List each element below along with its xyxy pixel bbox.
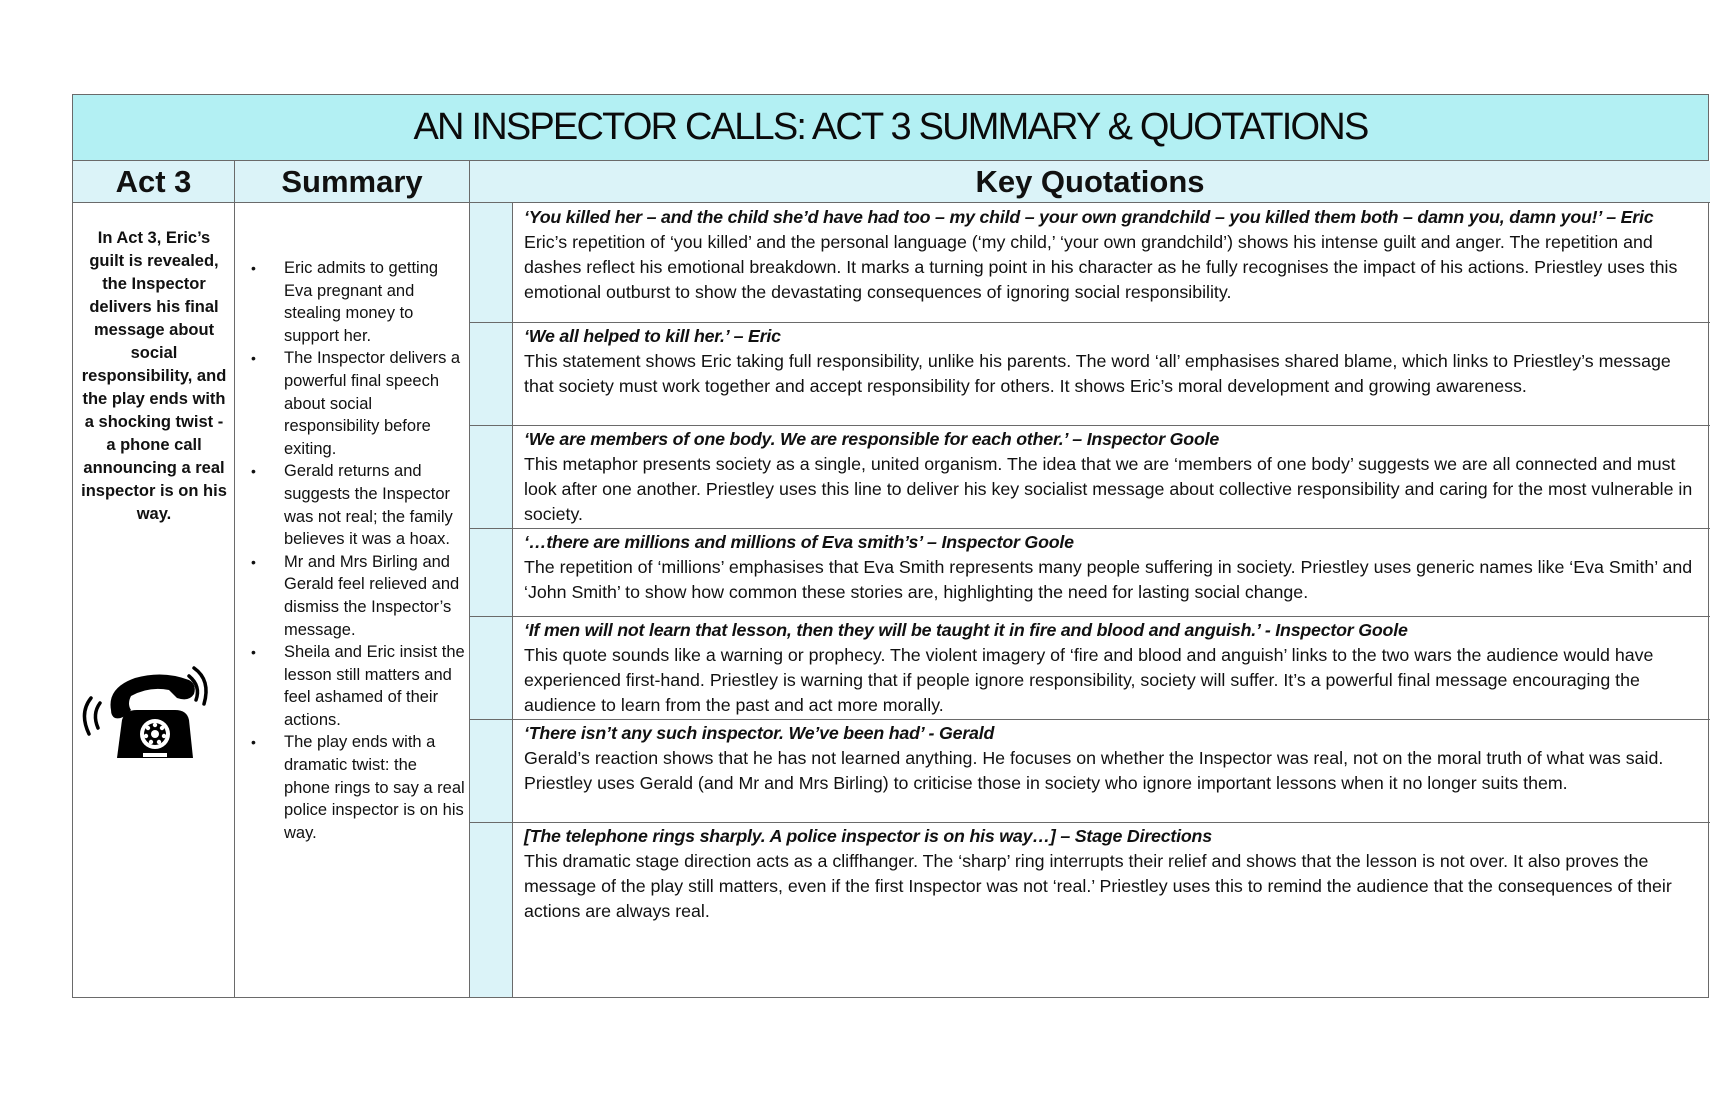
quotation-row	[514, 427, 1710, 528]
quotation-text: ‘You killed her – and the child she’d have had too – my child – your own grandchild – you killed them both – damn you, damn you!’ – Eric	[524, 207, 1654, 227]
quotation-analysis: This dramatic stage direction acts as a cliffhanger. The ‘sharp’ ring interrupts their relief and shows that the lesson is not over. It also proves the message of the play still matters, even if the first Inspector was not ‘real.’ Priestley uses this to remind the audience that the consequences of their actions are always real.	[524, 851, 1672, 921]
quotation-row	[514, 721, 1710, 822]
quotation-analysis: This metaphor presents society as a single, united organism. The idea that we are ‘members of one body’ suggests we are all connected and must look after one another. Priestley uses this line to deliver his key socialist message about collective responsibility and caring for the most vulnerable in society.	[524, 454, 1693, 524]
list-item: • The Inspector delivers a powerful final speech about social responsibility before exiting.	[251, 349, 461, 458]
header-act: Act 3	[73, 161, 234, 203]
column-divider	[234, 161, 235, 997]
quotation-analysis: This statement shows Eric taking full responsibility, unlike his parents. The word ‘all’ emphasises shared blame, which links to Priestley’s message that society must work together and accept responsibility for others. It shows Eric’s moral development and growing awareness.	[524, 351, 1671, 396]
quotation-text: ‘…there are millions and millions of Eva smith’s’ – Inspector Goole	[524, 532, 1074, 552]
row-divider	[470, 719, 1710, 720]
quotation-row	[514, 530, 1710, 616]
quotation-text: [The telephone rings sharply. A police inspector is on his way…] – Stage Directions	[524, 826, 1212, 846]
quotation-row	[514, 324, 1710, 425]
list-item: • The play ends with a dramatic twist: the phone rings to say a real police inspector is on his way.	[251, 733, 465, 842]
row-divider	[470, 616, 1710, 617]
quotation-row	[514, 205, 1710, 320]
quotation-text: ‘We are members of one body. We are responsible for each other.’ – Inspector Goole	[524, 429, 1220, 449]
quotation-analysis: Gerald’s reaction shows that he has not learned anything. He focuses on whether the Inspector was real, not on the moral truth of what was said. Priestley uses Gerald (and Mr and Mrs Birling) to criticise those in society who ignore important lessons when it no longer suits them.	[524, 748, 1664, 793]
row-divider	[470, 425, 1710, 426]
quotation-analysis: Eric’s repetition of ‘you killed’ and the personal language (‘my child,’ ‘your own grandchild’) shows his intense guilt and anger. The repetition and dashes reflect his emotional breakdown. It marks a turning point in his character as he fully recognises the impact of his actions. Priestley uses this emotional outburst to show the devastating consequences of ignoring social responsibility.	[524, 232, 1678, 302]
bullet: •	[251, 734, 256, 751]
title-banner	[73, 95, 1708, 161]
row-divider	[470, 322, 1710, 323]
bullet: •	[251, 644, 256, 661]
list-item: • Eric admits to getting Eva pregnant and stealing money to support her.	[251, 259, 439, 345]
quotation-row	[514, 618, 1710, 719]
header-summary: Summary	[234, 161, 470, 203]
bullet: •	[251, 553, 256, 570]
list-item: • Sheila and Eric insist the lesson still matters and feel ashamed of their actions.	[251, 643, 465, 729]
list-item: • Gerald returns and suggests the Inspector was not real; the family believes it was a hoax.	[251, 462, 453, 549]
act-intro-text: In Act 3, Eric’s guilt is revealed, the Inspector delivers his final message about social responsibility, and the play ends with a shocking twist - a phone call announcing a real inspector is on his way.	[81, 229, 227, 523]
row-divider	[470, 528, 1710, 529]
bullet: •	[251, 260, 256, 276]
summary-table	[72, 94, 1709, 998]
quotation-row	[514, 824, 1710, 974]
quotation-text: ‘There isn’t any such inspector. We’ve been had’ - Gerald	[524, 723, 995, 743]
row-divider	[470, 822, 1710, 823]
quotation-analysis: This quote sounds like a warning or prophecy. The violent imagery of ‘fire and blood and anguish’ links to the two wars the audience would have experienced first-hand. Priestley is warning that if people ignore responsibility, society will suffer. It’s a powerful final message encouraging the audience to learn from the past and act more morally.	[524, 645, 1654, 715]
list-item: • Mr and Mrs Birling and Gerald feel relieved and dismiss the Inspector’s message.	[251, 552, 460, 639]
quotation-text: ‘We all helped to kill her.’ – Eric	[524, 326, 781, 346]
bullet: •	[251, 463, 256, 480]
telephone-ringing-icon	[77, 658, 217, 766]
bullet: •	[251, 350, 256, 367]
quotation-text: ‘If men will not learn that lesson, then they will be taught it in fire and blood and anguish.’ - Inspector Goole	[524, 620, 1408, 640]
page-title: AN INSPECTOR CALLS: ACT 3 SUMMARY & QUOTATIONS	[413, 106, 1368, 148]
quotation-analysis: The repetition of ‘millions’ emphasises that Eva Smith represents many people suffering in society. Priestley uses generic names like ‘Eva Smith’ and ‘John Smith’ to show how common these stories are, highlighting the need for lasting social change.	[524, 557, 1693, 602]
header-key-quotations: Key Quotations	[470, 161, 1710, 203]
summary-list	[241, 257, 467, 844]
